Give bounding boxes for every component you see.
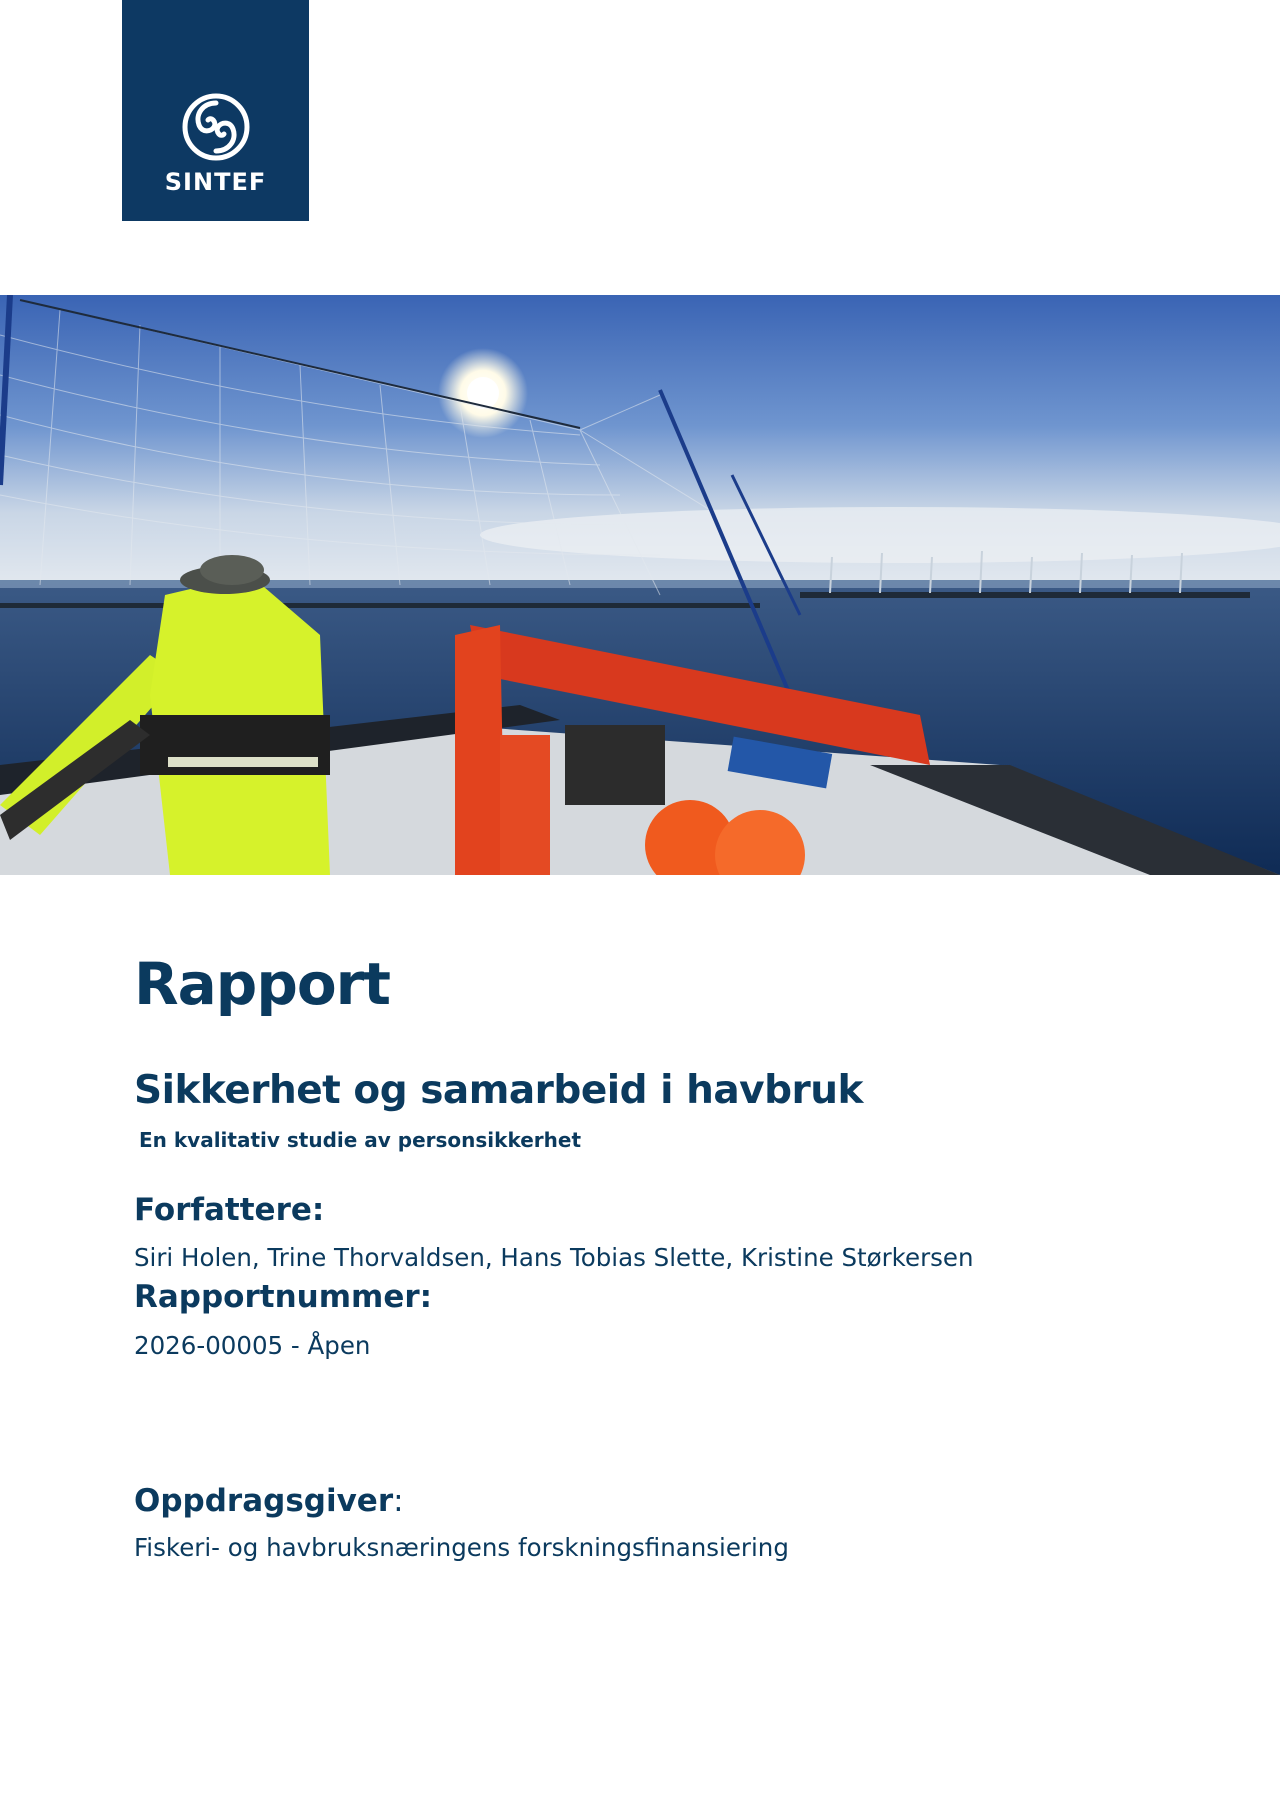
report-number-value: 2026-00005 - Åpen	[134, 1331, 371, 1360]
cover-photo	[0, 295, 1280, 875]
authors-value: Siri Holen, Trine Thorvaldsen, Hans Tobias Slette, Kristine Størkersen	[134, 1243, 974, 1272]
report-title: Sikkerhet og samarbeid i havbruk	[134, 1068, 863, 1113]
client-label-colon: :	[393, 1483, 404, 1519]
client-label-text: Oppdragsgiver	[134, 1483, 394, 1519]
sintef-logo-icon	[181, 92, 251, 162]
report-subtitle: En kvalitativ studie av personsikkerhet	[139, 1128, 582, 1152]
report-number-label: Rapportnummer:	[134, 1279, 433, 1315]
report-type-heading: Rapport	[134, 950, 391, 1018]
authors-label: Forfattere:	[134, 1192, 325, 1228]
client-label	[134, 1483, 404, 1519]
sintef-logo-text: SINTEF	[164, 168, 267, 196]
client-value: Fiskeri- og havbruksnæringens forskningsfinansiering	[134, 1533, 789, 1562]
